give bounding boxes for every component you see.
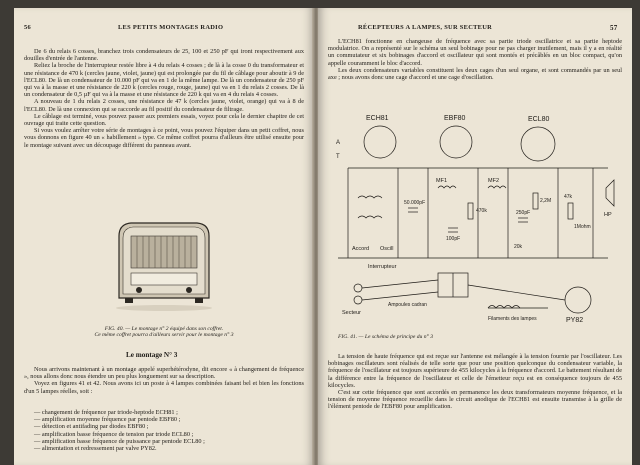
right-body-text-2 [328, 353, 622, 411]
list-item: — amplification moyenne fréquence par pentode EBF80 ; [34, 416, 181, 424]
hp-label: HP [604, 212, 612, 218]
paragraph: Les deux condensateurs variables constituent les deux cages d'un seul organe, et sont commandés par un seul axe ; nous avons donc une cage d'accord et une cage d'oscillation. [328, 66, 622, 82]
paragraph: Voyez en figures 41 et 42. Nous avons ici un poste à 4 lampes combinées faisant bel et bien les fonctions d'un 5 lampes réelles, soit : [24, 380, 304, 395]
list-item: — amplification basse fréquence de tension par triode ECL80 ; [34, 430, 194, 438]
section-title: Le montage N° 3 [126, 351, 178, 359]
mf2-label: MF2 [488, 178, 499, 184]
list-item: — alimentation et redressement par valve PY82. [34, 445, 157, 453]
tube-label: PY82 [566, 317, 584, 324]
paragraph: Reliez la broche de l'interrupteur restée libre à 4 du relais 4 cosses ; de là à la cosse 0 du transformateur et une résistance de 470 k (cercles jaune, violet, jaune) qui est prolongée par du fil de câblage pour aboutir à 9 de l'ECL80. De là un condensateur de 10.000 pF qui va en 1 de la même lampe. De là un condensateur de 250 pF qui va à la masse et une résistance de 220 k (cercles rouge, rouge, jaune) qui va en 1 du relais 2 cosses. De là un condensateur de 0,5 µF qui va à la masse et une résistance de 220 k qui va en 4 du relais 4 cosses. [24, 62, 304, 99]
component-value: 2,2M [540, 198, 552, 204]
component-value: 50.000pF [404, 200, 426, 206]
antenna-label: A [336, 140, 341, 146]
ground-label: T [336, 154, 340, 160]
left-body-text [24, 48, 304, 149]
paragraph: De 6 du relais 6 cosses, branchez trois condensateurs de 25, 100 et 250 pF qui iront respectivement aux douilles d'entrée de l'antenne. [24, 48, 304, 63]
radio-cabinet-illustration [109, 218, 219, 313]
left-page [14, 8, 314, 465]
tube-envelope [521, 127, 555, 161]
tube-envelope [565, 287, 591, 313]
list-item: — changement de fréquence par triode-heptode ECH81 ; [34, 409, 178, 416]
paragraph: Le câblage est terminé, vous pouvez passer aux premiers essais, voyez pour cela le dernier chapitre de cet ouvrage qui traite cette question. [24, 112, 304, 128]
component-value: 20k [514, 244, 523, 250]
list-item: — amplification basse fréquence de puissance par pentode ECL80 ; [34, 437, 205, 445]
component-value: 1Mohm [574, 224, 591, 230]
interrupteur-label: Interrupteur [368, 264, 397, 270]
right-page-number: 57 [610, 24, 618, 32]
caption-line: Ce même coffret pourra d'ailleurs servir pour le montage n° 3 [94, 332, 234, 339]
paragraph: A nouveau de 1 du relais 2 cosses, une résistance de 47 k (cercles jaune, violet, orange) qui va à 8 de l'ECL80. De là une connexion qui se raccorde au fil positif du condensateur de filtrage. [24, 98, 304, 113]
secteur-label: Secteur [342, 310, 361, 316]
right-body-text [328, 38, 622, 81]
tube-label: EBF80 [444, 115, 466, 122]
list-item: — détection et antifading par diodes EBF80 ; [34, 423, 149, 431]
figure-41-caption: FIG. 41. — Le schéma de principe du n° 3 [338, 334, 433, 340]
paragraph: Si vous voulez arrêter votre série de montages à ce point, vous pouvez l'équiper dans un petit coffret, nous vous donnons en figure 40 un « habillement » type. Ce même coffret pourra d'ailleurs être utilisé ensuite pour le montage suivant avec un découpage différent du panneau avant. [24, 127, 304, 149]
ampoule-label: Ampoules cadran [388, 302, 427, 308]
paragraph: C'est sur cette fréquence que sont accordés en permanence les deux transformateurs moyenne fréquence, et la tension de moyenne fréquence recueillie dans le circuit anodique de l'ECH81 est ensuite transmise à la grille de l'élément pentode de l'EBF80 pour amplification. [328, 389, 622, 411]
tube-envelope [364, 126, 396, 158]
right-running-head: RÉCEPTEURS A LAMPES, SUR SECTEUR [358, 24, 493, 31]
component-value: 470k [476, 208, 487, 214]
schematic-diagram [328, 108, 624, 330]
oscill-label: Oscill [380, 246, 394, 252]
caption-line: FIG. 40. — Le montage n° 2 équipé dans son coffret. [104, 326, 224, 332]
left-running-head: LES PETITS MONTAGES RADIO [118, 24, 224, 31]
filaments-label: Filaments des lampes [488, 316, 537, 322]
mf1-label: MF1 [436, 178, 447, 184]
component-value: 47k [564, 194, 573, 200]
tube-label: ECH81 [366, 115, 389, 122]
paragraph: L'ECH81 fonctionne en changeuse de fréquence avec sa partie triode oscillatrice et sa partie heptode modulatrice. On a représenté sur le schéma un seul bobinage pour ne pas charger inutilement, mais il y a en réalité un commutateur et six bobinages d'accord et oscillateur qui sont montés et précâblés en un bloc compact, qu'on appelle couramment le bloc d'accord. [328, 38, 622, 67]
right-page [318, 8, 632, 465]
left-page-number: 56 [24, 24, 31, 31]
paragraph: Nous arrivons maintenant à un montage appelé superhétérodyne, dit encore « à changement de fréquence », nous allons donc nous étendre un peu plus longuement sur sa description. [24, 366, 304, 381]
component-value: 250pF [516, 210, 531, 216]
tube-label: ECL80 [528, 116, 550, 123]
paragraph: La tension de haute fréquence qui est reçue sur l'antenne est mélangée à la tension fournie par l'oscillateur. Les bobinages oscillateurs sont réalisés de telle sorte que pour une position quelconque du condensateur variable, la fréquence de l'oscillateur est toujours supérieure de 455 kilocycles à la fréquence d'accord. Le battement résultant de la différence entre la fréquence de l'oscillateur et celle de l'émetteur reçu est en conséquence toujours de 455 kilocycles. [328, 353, 622, 389]
component-value: 100pF [446, 236, 461, 242]
figure-40-caption [34, 326, 294, 339]
left-body-text-2 [24, 366, 304, 395]
tube-function-list [34, 409, 205, 452]
accord-label: Accord [352, 246, 370, 252]
tube-envelope [440, 126, 472, 158]
